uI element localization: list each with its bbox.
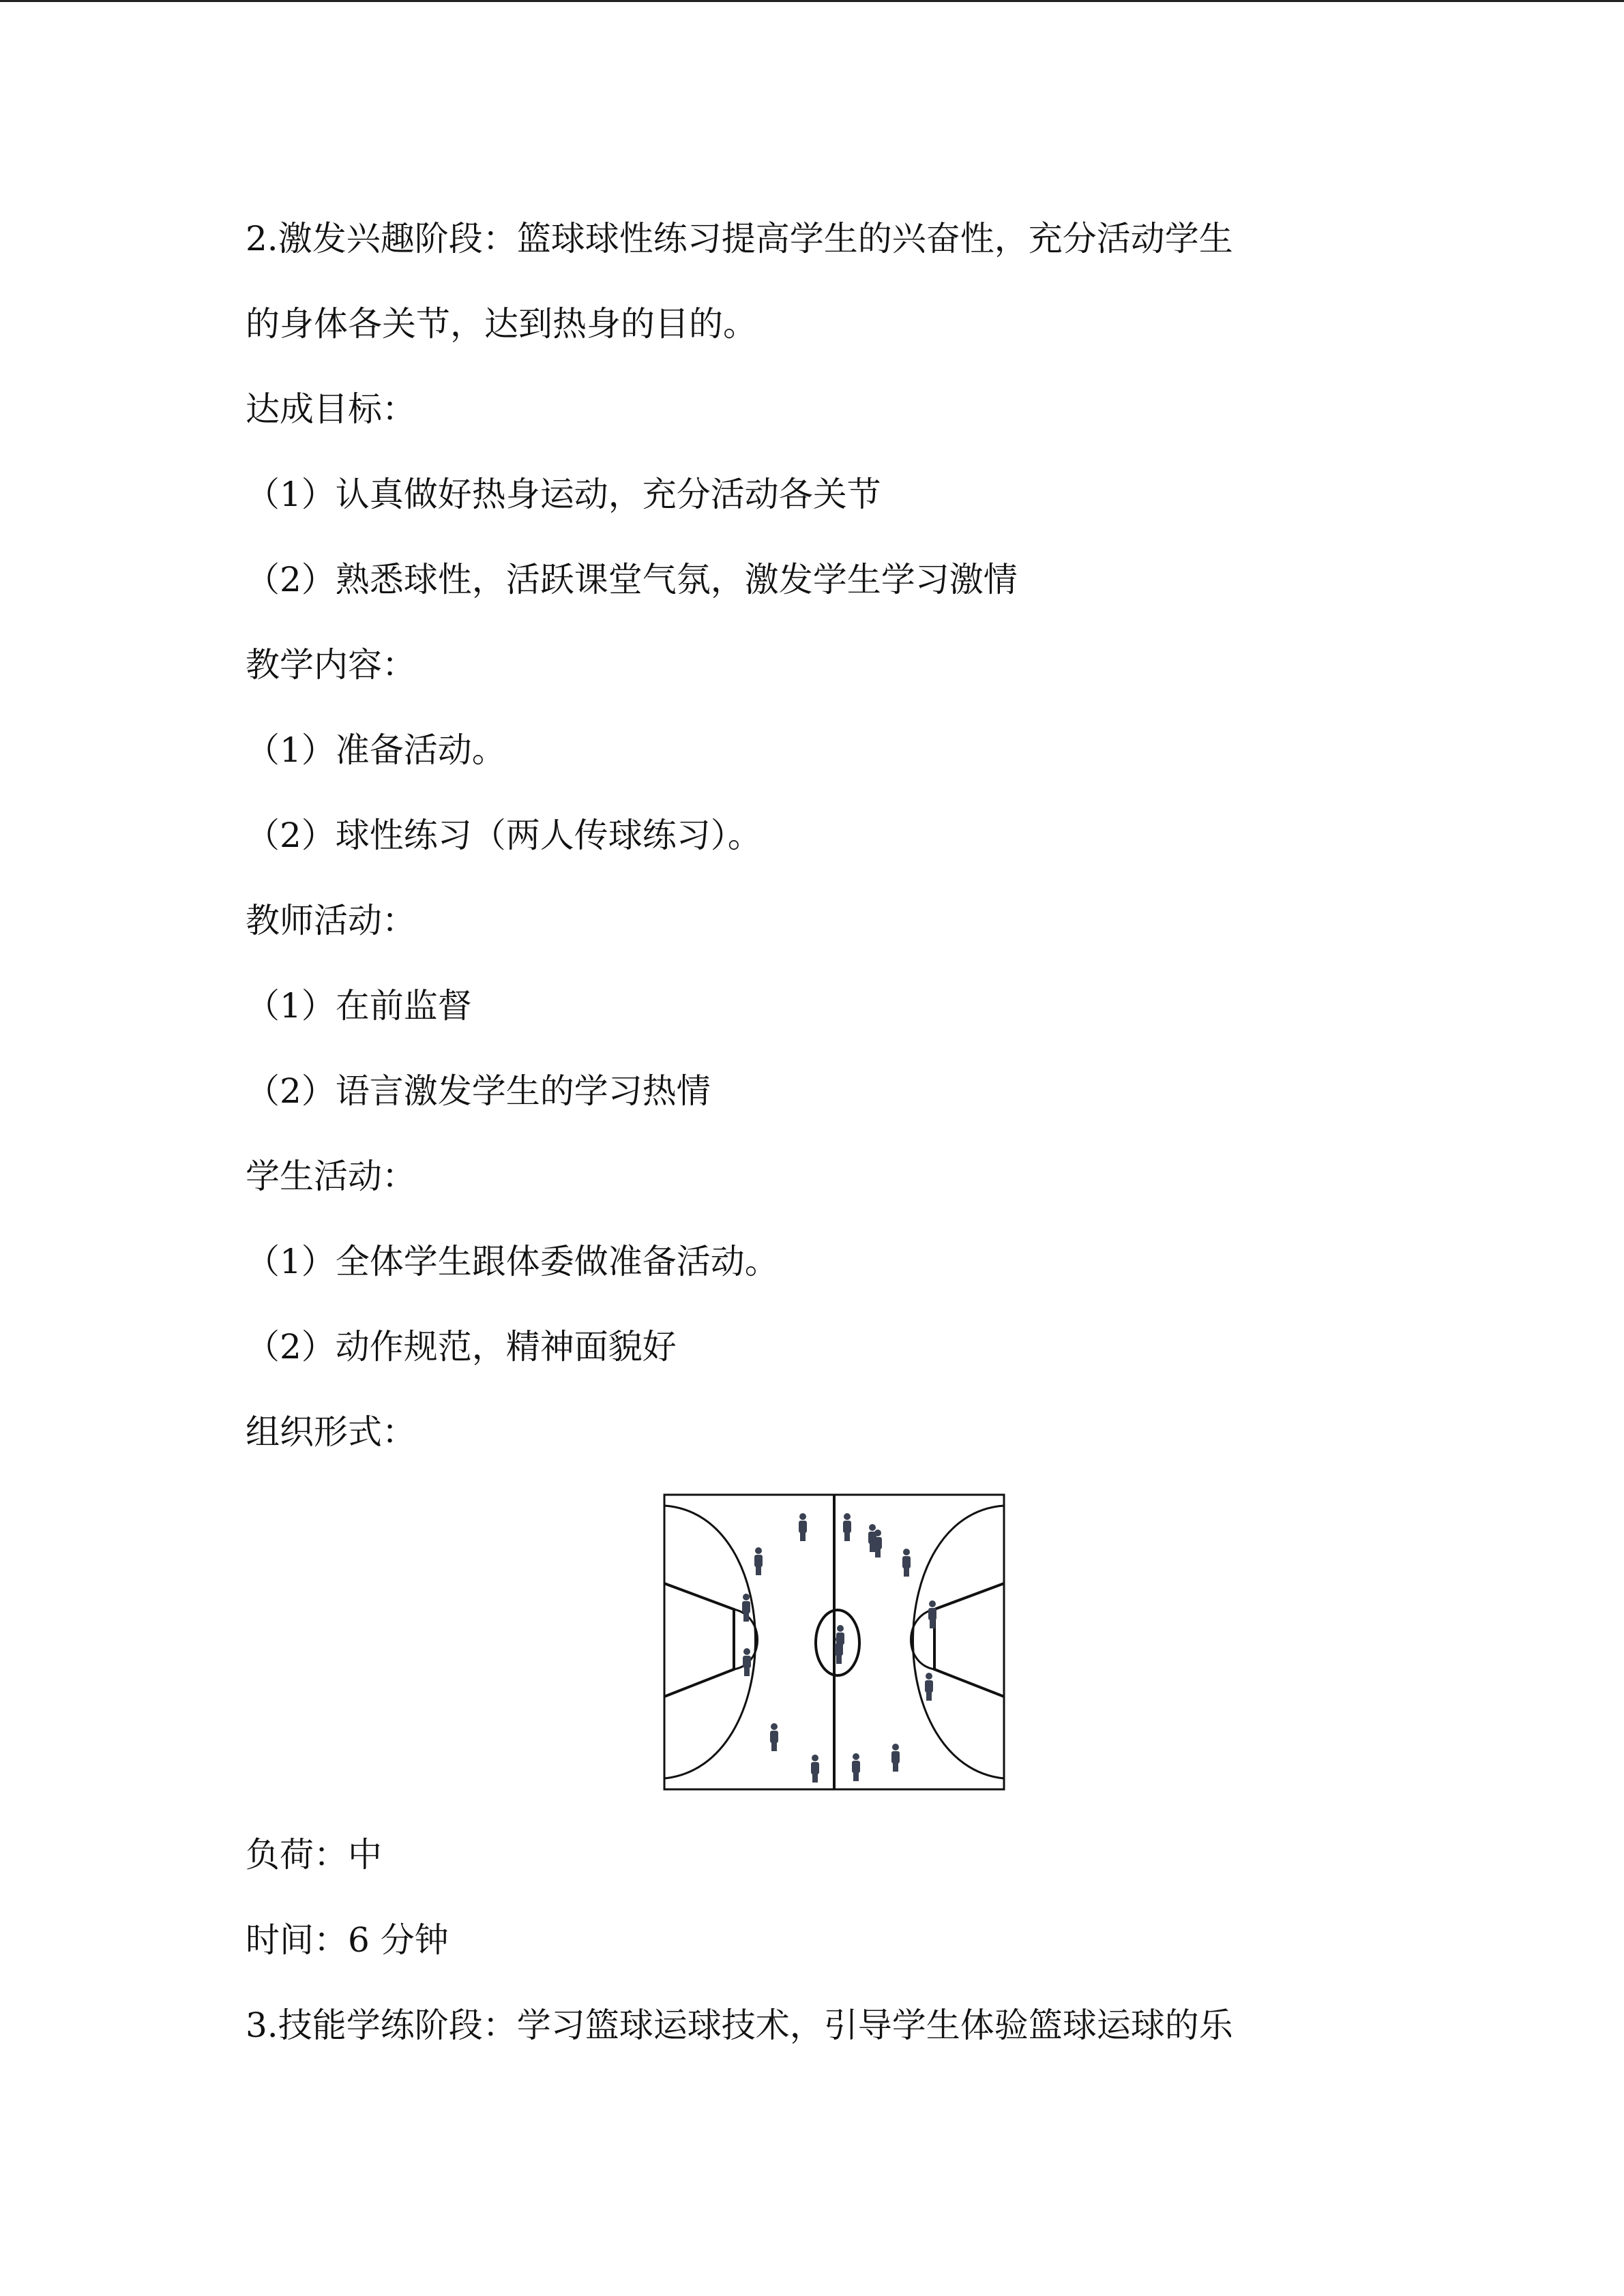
right-three-point-arc xyxy=(913,1506,1005,1778)
list-item: （2）球性练习（两人传球练习）。 xyxy=(246,816,762,855)
label-teacher-activity: 教师活动： xyxy=(246,901,416,940)
paragraph-line: 的身体各关节，达到热身的目的。 xyxy=(246,304,757,344)
basketball-court-diagram xyxy=(663,1493,1005,1791)
list-item: （2）动作规范，精神面貌好 xyxy=(246,1327,677,1367)
label-content: 教学内容： xyxy=(246,645,416,685)
player-icon xyxy=(902,1549,911,1577)
page-top-border xyxy=(0,0,1624,2)
player-icon xyxy=(843,1513,851,1541)
left-key xyxy=(664,1583,734,1697)
list-item: （1）在前监督 xyxy=(246,986,472,1026)
player-icon xyxy=(811,1755,819,1783)
load-label: 负荷：中 xyxy=(246,1835,382,1875)
list-item: （1）准备活动。 xyxy=(246,730,506,770)
list-item: （2）熟悉球性，活跃课堂气氛，激发学生学习激情 xyxy=(246,560,1018,599)
player-icon xyxy=(891,1744,900,1772)
time-label: 时间：6 分钟 xyxy=(246,1920,449,1960)
player-icon xyxy=(743,1648,751,1676)
section-heading-stage-2: 2.激发兴趣阶段：篮球球性练习提高学生的兴奋性，充分活动学生 xyxy=(246,219,1233,258)
list-item: （1）认真做好热身运动，充分活动各关节 xyxy=(246,475,881,514)
court-svg xyxy=(663,1493,1005,1791)
label-goals: 达成目标： xyxy=(246,389,416,429)
list-item: （2）语言激发学生的学习热情 xyxy=(246,1071,711,1111)
right-key xyxy=(934,1583,1004,1697)
player-icon xyxy=(835,1636,843,1664)
player-icon xyxy=(799,1513,807,1541)
label-student-activity: 学生活动： xyxy=(246,1157,416,1196)
section-heading-stage-3: 3.技能学练阶段：学习篮球运球技术，引导学生体验篮球运球的乐 xyxy=(246,2006,1233,2045)
list-item: （1）全体学生跟体委做准备活动。 xyxy=(246,1242,779,1281)
player-icon xyxy=(770,1723,778,1751)
left-three-point-arc xyxy=(664,1506,756,1778)
label-organization: 组织形式： xyxy=(246,1412,416,1452)
player-icon xyxy=(852,1753,860,1781)
player-icon xyxy=(874,1530,882,1557)
player-icon xyxy=(925,1673,933,1701)
player-icon xyxy=(754,1547,763,1575)
